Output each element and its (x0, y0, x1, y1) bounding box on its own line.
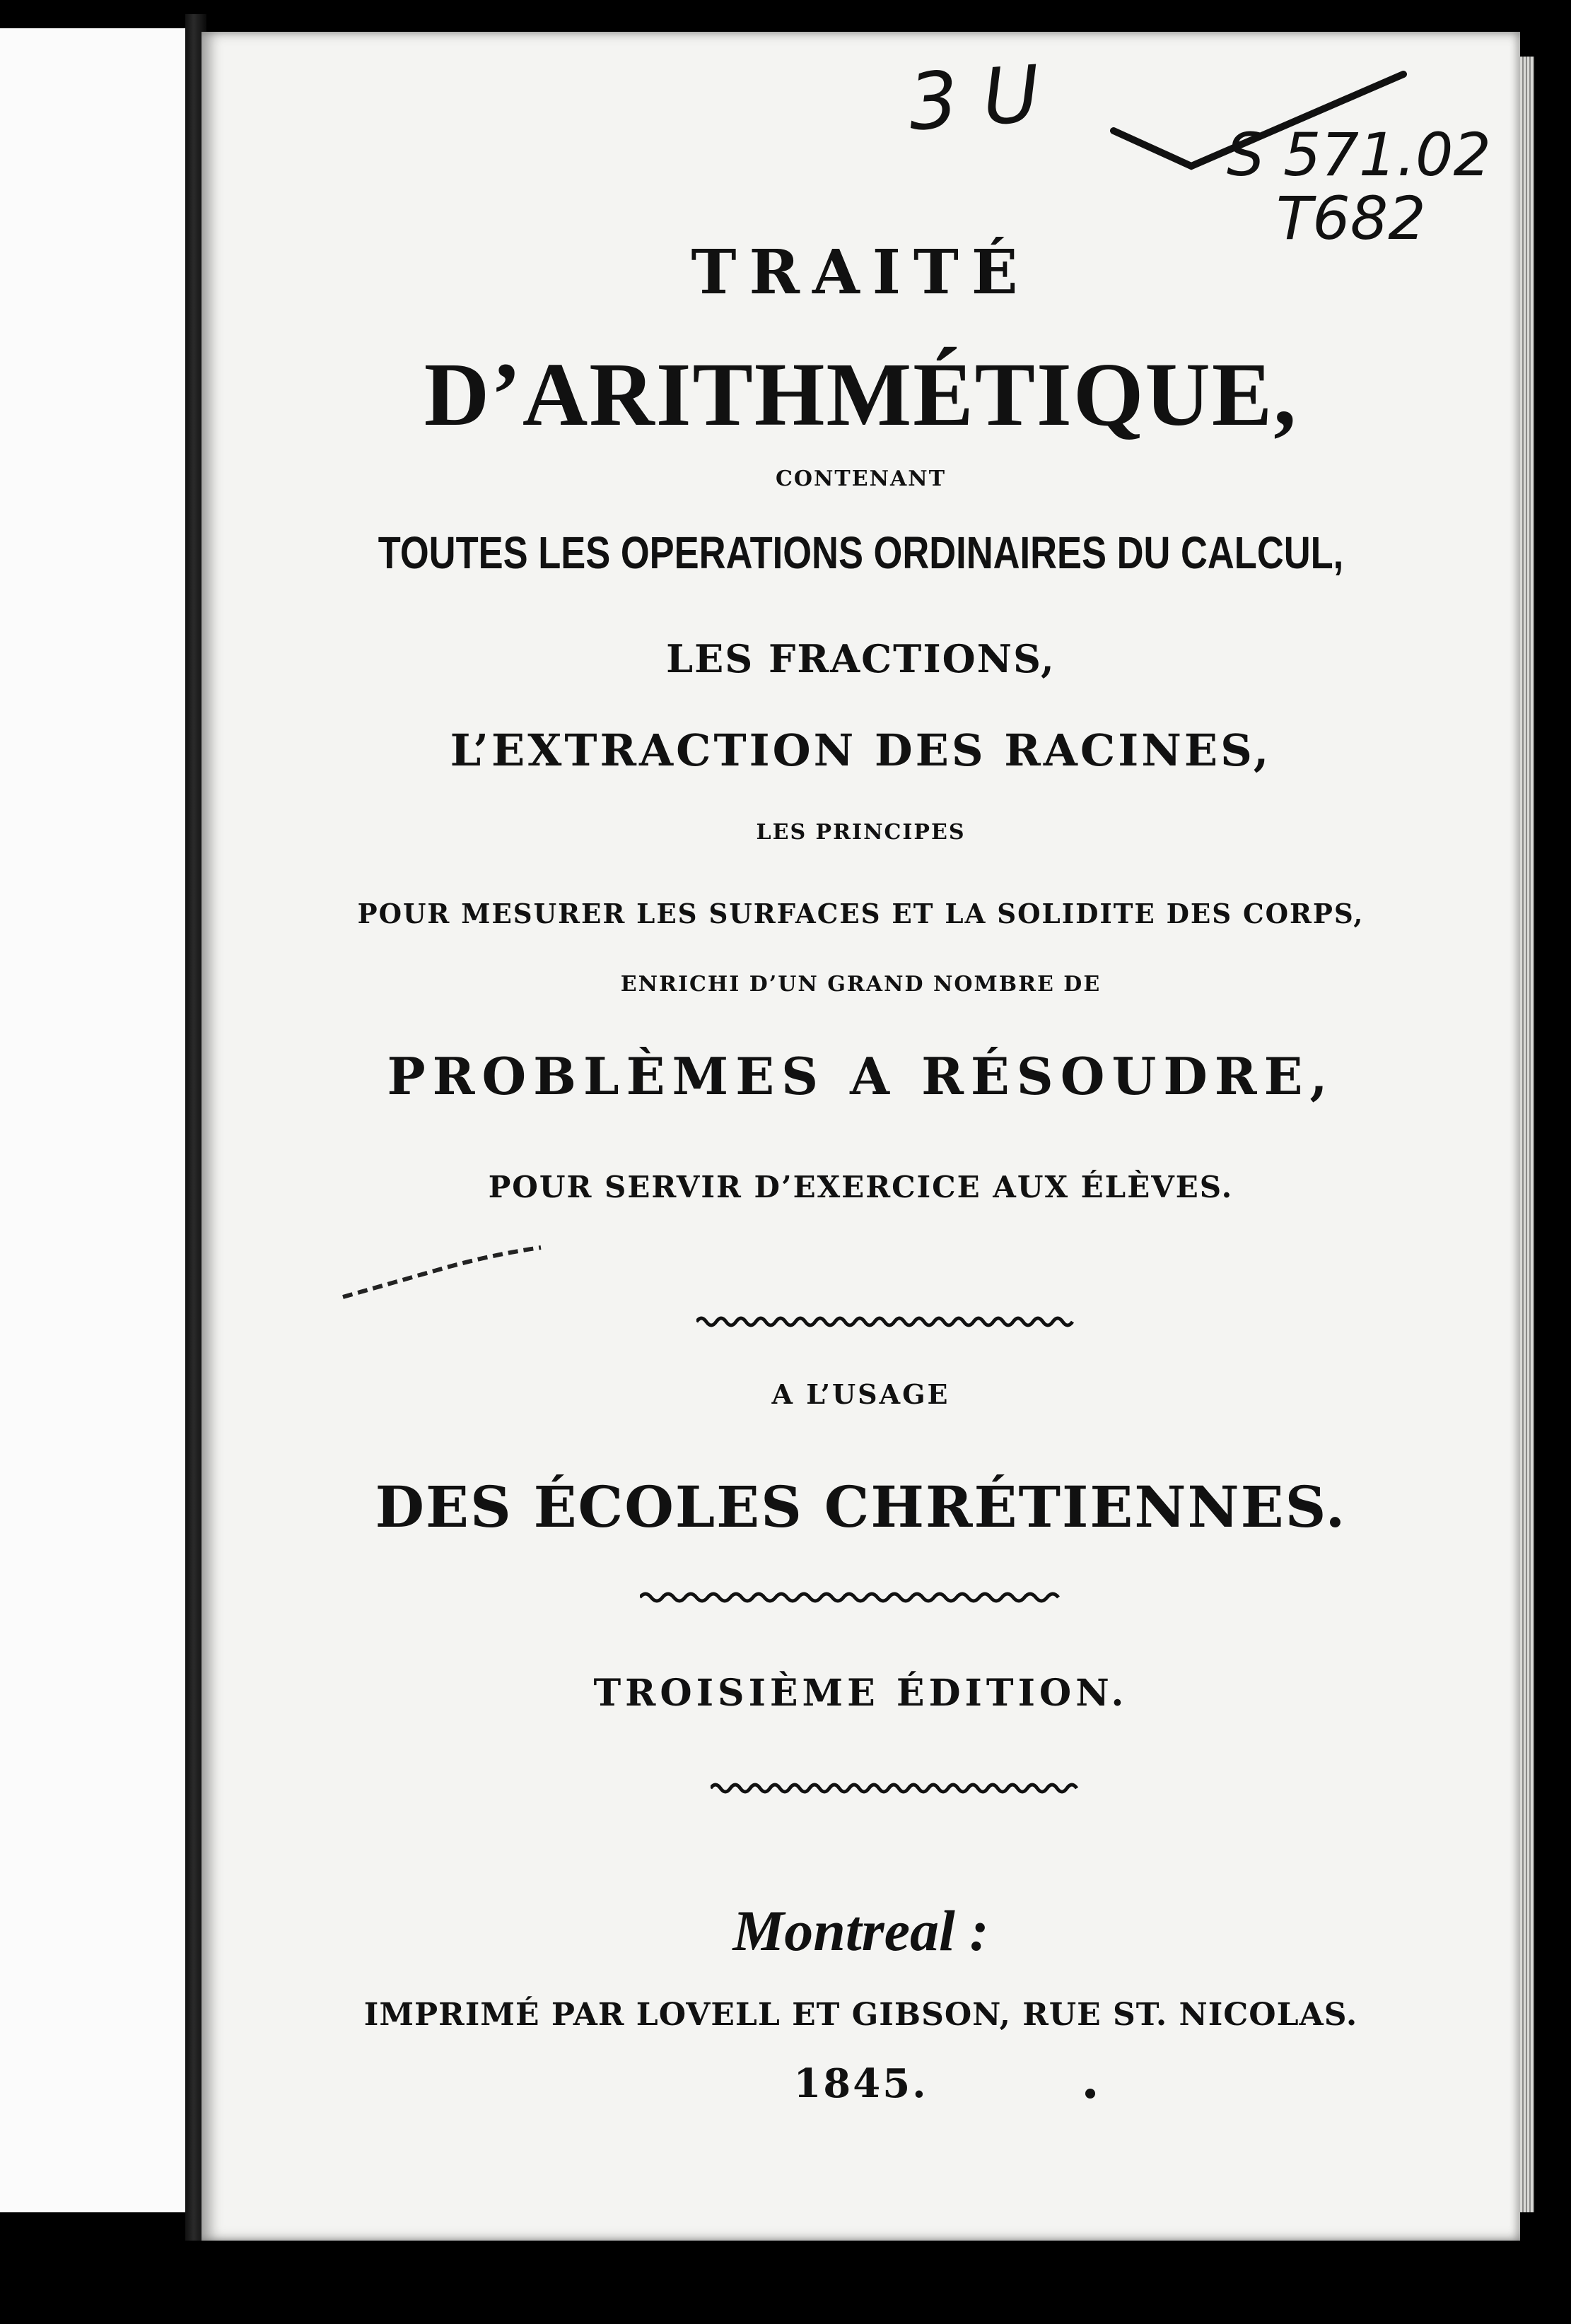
ecoles-line: DES ÉCOLES CHRÉTIENNES. (375, 1474, 1347, 1540)
title-line-1: TRAITÉ (691, 237, 1031, 308)
imprint-city: Montreal : (732, 1898, 989, 1963)
operations-line: TOUTES LES OPERATIONS ORDINAIRES DU CALCUL, (378, 527, 1344, 578)
mesurer-line: POUR MESURER LES SURFACES ET LA SOLIDITE DES CORPS, (357, 898, 1365, 929)
ornamental-rule-1 (696, 1311, 1078, 1332)
ink-spot (1085, 2089, 1095, 2099)
ornamental-rule-2 (640, 1587, 1064, 1608)
endpaper (0, 28, 185, 2212)
title-line-2: D’ARITHMÉTIQUE, (424, 344, 1298, 445)
stray-ink-mark (336, 1233, 548, 1311)
problemes-line: PROBLÈMES A RÉSOUDRE, (387, 1046, 1335, 1106)
servir-line: POUR SERVIR D’EXERCICE AUX ÉLÈVES. (488, 1170, 1234, 1204)
ornamental-rule-3 (711, 1778, 1078, 1799)
edition-line: TROISIÈME ÉDITION. (593, 1672, 1128, 1715)
handwritten-call-number-1: S 571.02 (1227, 120, 1491, 189)
enrichi-line: ENRICHI D’UN GRAND NOMBRE DE (620, 972, 1102, 997)
imprint-printer: IMPRIMÉ PAR LOVELL ET GIBSON, RUE ST. NICOLAS. (363, 1997, 1358, 2033)
handwritten-shelf-number: 3 U (905, 48, 1043, 148)
fractions-line: LES FRACTIONS, (666, 636, 1056, 681)
a-l-usage-line: A L’USAGE (771, 1378, 950, 1410)
principes-line: LES PRINCIPES (756, 820, 966, 845)
handwritten-call-number-2: T682 (1276, 184, 1426, 253)
title-page (202, 32, 1520, 2241)
imprint-year: 1845. (793, 2060, 928, 2107)
contenant-line: CONTENANT (775, 466, 947, 491)
extraction-line: L’EXTRACTION DES RACINES, (450, 724, 1272, 776)
